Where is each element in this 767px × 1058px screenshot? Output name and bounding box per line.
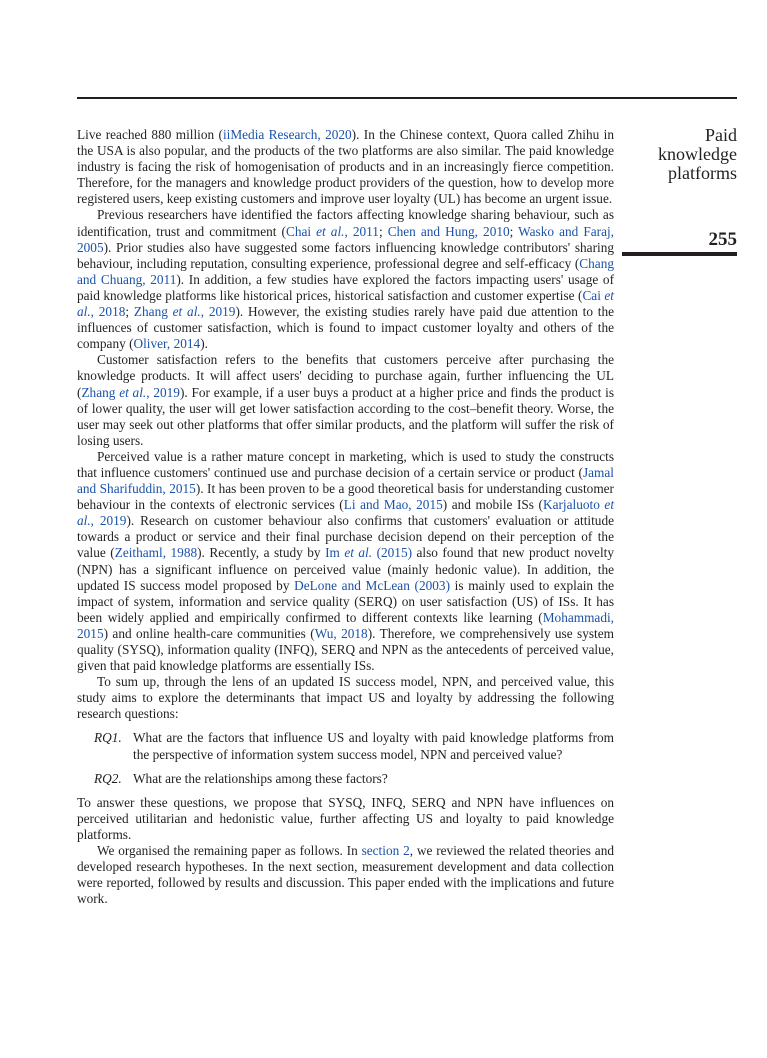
citation-text: Oliver, 2014 — [133, 336, 201, 352]
text-run: ). In the Chinese context, Quora called Zhihu in the USA is also popular, and the products of the two platforms are also similar. The paid knowledge industry is facing the risk of homogenisation of products and in an increasingly fierce competition. Therefore, for the managers and knowledge product providers of the question, how to develop more registered users, keep existing customers and improve user loyalty (UL) has become an urgent issue. — [77, 127, 615, 207]
citation-et-al: et al. — [77, 497, 615, 529]
citation-link[interactable] — [344, 497, 443, 512]
text-run: ) and online health-care communities ( — [103, 625, 315, 641]
paragraph — [77, 795, 614, 843]
text-run: , we reviewed the related theories and developed research hypotheses. In the next section, measurement development and data collection were reported, followed by results and discussion. This paper ended with the implications and future work. — [77, 843, 615, 907]
paragraph — [77, 843, 614, 907]
text-run: ). Therefore, we comprehensively use system quality (SYSQ), information quality (INFQ), SERQ and NPN as the antecedents of perceived value, given that paid knowledge platforms are essentially ISs. — [77, 625, 614, 674]
citation-link[interactable] — [134, 336, 201, 351]
research-question-label: RQ1. — [94, 730, 122, 746]
text-run: ). For example, if a user buys a product at a higher price and finds the product is of lower quality, the user will get lower satisfaction according to the cost–benefit theory. Worse, the user may seek out other platforms that offer similar products, and the platform will suffer the risk of losing users. — [77, 384, 615, 448]
text-run: ). Prior studies also have suggested some factors influencing knowledge contributors' sharing behaviour, including reputation, consulting experience, professional degree and self-efficacy ( — [77, 239, 614, 271]
citation-text: Mohammadi, 2015 — [77, 609, 614, 641]
page-number: 255 — [708, 229, 737, 250]
citation-link[interactable] — [294, 578, 450, 593]
running-head-line: Paid — [704, 125, 737, 145]
research-question-text: What are the relationships among these factors? — [133, 770, 388, 786]
citation-text: Zhang — [81, 384, 120, 400]
page-number-rule — [622, 252, 737, 256]
citation-text: Chai — [285, 223, 317, 239]
citation-link[interactable] — [388, 224, 510, 239]
text-run: Live reached 880 million ( — [77, 127, 223, 142]
running-head-line: platforms — [668, 163, 737, 183]
text-run: To sum up, through the lens of an updated IS success model, NPN, and perceived value, this study aims to explore the determinants that impact US and loyalty by addressing the following research questions: — [77, 674, 614, 722]
citation-text: Chang and Chuang, 2011 — [77, 255, 614, 287]
citation-et-al: et al. — [316, 223, 345, 239]
running-head — [622, 126, 737, 183]
citation-year: , 2019 — [200, 304, 236, 320]
top-rule — [77, 97, 737, 99]
text-run: ). — [200, 336, 208, 352]
citation-year: , 2011 — [344, 223, 379, 239]
citation-et-al: et al. — [172, 304, 201, 320]
citation-text: Jamal and Sharifuddin, 2015 — [77, 464, 614, 497]
citation-text: Im — [325, 545, 345, 561]
citation-text: Chen and Hung, 2010 — [387, 223, 510, 239]
paragraph — [77, 127, 614, 207]
text-run: ). In addition, a few studies have explored the factors impacting users' usage of paid knowledge platforms like historical prices, historical satisfaction and customer expertise ( — [77, 271, 614, 303]
citation-year: (2015) — [372, 545, 413, 561]
research-question-label: RQ2. — [94, 770, 122, 786]
body-text — [77, 127, 614, 907]
citation-text: Wasko and Faraj, 2005 — [77, 223, 614, 255]
citation-link[interactable] — [115, 545, 197, 560]
text-run: Perceived value is a rather mature concept in marketing, which is used to study the constructs that influence customers' continued use and purchase decision of a certain service or product ( — [77, 448, 614, 480]
paragraph — [77, 207, 614, 352]
citation-et-al: et al. — [344, 545, 373, 561]
citation-year: , 2019 — [146, 384, 180, 400]
text-run: ). It has been proven to be a good theoretical basis for understanding customer behaviour in the contexts of electronic services ( — [77, 481, 614, 513]
citation-et-al: et al. — [77, 287, 614, 320]
text-run: We organised the remaining paper as follows. In — [97, 843, 362, 859]
running-head-line: knowledge — [658, 144, 737, 164]
citation-text: Karjaluoto — [542, 497, 605, 513]
citation-link[interactable] — [286, 224, 379, 239]
citation-text: Li and Mao, 2015 — [343, 497, 443, 513]
paragraph — [77, 449, 614, 674]
citation-text: section 2 — [361, 843, 410, 859]
text-run: ; — [378, 223, 388, 239]
citation-text: DeLone and McLean (2003) — [294, 577, 450, 593]
text-run: ). However, the existing studies rarely have paid due attention to the influences of customer satisfaction, which is found to impact customer loyalty and others of the company ( — [77, 304, 615, 352]
citation-year: , 2018 — [90, 304, 126, 320]
text-run: Previous researchers have identified the factors affecting knowledge sharing behaviour, such as identification, trust and commitment ( — [77, 207, 614, 239]
research-question-2 — [94, 771, 614, 787]
text-run: ; — [125, 304, 134, 320]
citation-link[interactable] — [315, 626, 368, 641]
paragraph — [77, 674, 614, 722]
citation-et-al: et al. — [119, 384, 147, 400]
text-run: ; — [509, 223, 519, 239]
text-run: also found that new product novelty (NPN) has a significant influence on perceived value (mainly hedonic value). In addition, the updated IS success model proposed by — [77, 545, 614, 593]
text-run: To answer these questions, we propose that SYSQ, INFQ, SERQ and NPN have influences on perceived utilitarian and hedonistic value, further affecting US and loyalty to paid knowledge platforms. — [77, 794, 614, 842]
citation-link[interactable] — [325, 545, 412, 560]
citation-text: Wu, 2018 — [314, 625, 368, 641]
citation-link[interactable] — [134, 304, 236, 319]
research-question-text: What are the factors that influence US and loyalty with paid knowledge platforms from the perspective of information system success model, NPN and perceived value? — [133, 730, 614, 762]
citation-link[interactable] — [362, 843, 410, 858]
text-run: Customer satisfaction refers to the benefits that customers perceive after purchasing the knowledge products. It will affect users' deciding to purchase again, further influencing the UL ( — [77, 352, 614, 400]
paragraph — [77, 352, 614, 449]
citation-text: Zeithaml, 1988 — [114, 545, 198, 561]
citation-link[interactable] — [223, 127, 352, 142]
citation-text: Zhang — [133, 304, 173, 320]
citation-link[interactable] — [81, 385, 180, 400]
text-run: is mainly used to explain the impact of system, information and service quality (SERQ) on user satisfaction (US) of ISs. It has been widely applied and empirically confirmed to different contexts like learning ( — [77, 577, 614, 625]
text-run: ). Research on customer behaviour also confirms that customers' evaluation or attitude towards a product or service and their final purchase decision depend on their perception of the value ( — [77, 513, 614, 561]
citation-text: Cai — [582, 287, 605, 303]
text-run: ). Recently, a study by — [197, 545, 326, 561]
citation-year: , 2019 — [90, 513, 127, 529]
research-question-1 — [94, 730, 614, 762]
citation-text: iiMedia Research, 2020 — [222, 127, 352, 142]
text-run: ) and mobile ISs ( — [442, 497, 543, 513]
